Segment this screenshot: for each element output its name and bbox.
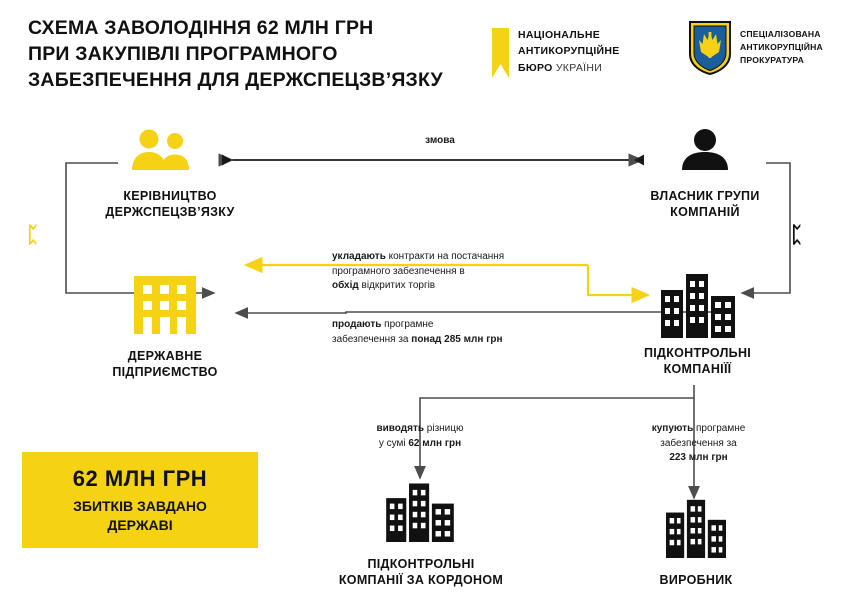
edge-contracts-line-1-bold: укладають — [332, 251, 386, 262]
node-foreign-companies-line-1: ПІДКОНТРОЛЬНІ — [367, 557, 475, 571]
edge-withdraw-line-2-bold: 62 млн грн — [408, 437, 462, 449]
sap-logo-line-1: СПЕЦІАЛІЗОВАНА — [740, 29, 821, 39]
loss-amount: 62 МЛН ГРН — [72, 466, 208, 492]
sap-logo-line-2: АНТИКОРУПЦІЙНА — [740, 41, 823, 52]
edge-contracts-line-1-rest: контракти на постачання — [385, 251, 505, 262]
edge-contracts-line-2: програмного забезпечення в — [332, 265, 465, 277]
node-manufacturer-line-1: ВИРОБНИК — [659, 573, 733, 587]
node-owner-line-1: ВЛАСНИК ГРУПИ — [650, 189, 760, 203]
nabu-logo-line-2: АНТИКОРУПЦІЙНЕ — [518, 45, 620, 58]
edge-collusion — [222, 155, 644, 166]
node-state-enterprise-line-2: ПІДПРИЄМСТВО — [112, 365, 218, 380]
edge-buy-line-1 — [616, 422, 781, 437]
edge-contracts-line-3-rest: відкритих торгів — [358, 280, 436, 291]
edge-sell-label — [332, 318, 582, 347]
trident-dark-icon: ᛈ — [790, 222, 804, 247]
edge-buy-label — [616, 422, 781, 466]
node-state-enterprise-line-1: ДЕРЖАВНЕ — [127, 349, 203, 363]
manufacturer-buildings-icon — [660, 498, 732, 558]
person-silhouette-icon — [660, 128, 750, 170]
sap-logo-line-3: ПРОКУРАТУРА — [740, 54, 805, 65]
nabu-logo-line-1: НАЦІОНАЛЬНЕ — [518, 29, 601, 41]
edge-withdraw-line-2 — [330, 437, 510, 452]
node-owner-line-2: КОМПАНІЙ — [670, 205, 740, 220]
edge-buy-line-1-rest: програмне — [693, 423, 746, 434]
edge-buy-line-3-bold: 223 млн грн — [669, 452, 728, 463]
nabu-logo-line-3-light: УКРАЇНИ — [555, 61, 603, 74]
edge-withdraw-label — [330, 422, 510, 451]
edge-buy-line-1-bold: купують — [651, 423, 694, 434]
foreign-buildings-icon — [380, 478, 460, 542]
node-controlled-companies-line-1: ПІДКОНТРОЛЬНІ — [643, 346, 752, 360]
page-title-line-1: СХЕМА ЗАВОЛОДІННЯ 62 МЛН ГРН — [28, 17, 374, 39]
edge-sell-line-2 — [332, 333, 582, 348]
buildings-icon — [655, 268, 741, 338]
node-foreign-companies-label — [318, 556, 524, 589]
trident-accent-icon: ᛈ — [26, 222, 40, 247]
edge-contracts-label — [332, 250, 582, 294]
edge-buy-line-2: забезпечення за — [660, 437, 737, 449]
node-controlled-companies-line-2: КОМПАНІЇЇ — [663, 362, 732, 377]
edge-withdraw-line-1 — [330, 422, 510, 437]
building-icon — [126, 272, 204, 334]
edge-sell-line-1-bold: продають — [332, 319, 382, 330]
edge-sell-line-2-rest: забезпечення за — [332, 333, 412, 345]
loss-subtitle-line-1: ЗБИТКІВ ЗАВДАНО — [73, 498, 207, 515]
page-title-line-2: ПРИ ЗАКУПІВЛІ ПРОГРАМНОГО — [28, 42, 338, 65]
node-owner-label — [600, 188, 810, 221]
node-management-line-2: ДЕРЖСПЕЦЗВ’ЯЗКУ — [105, 205, 235, 220]
edge-contracts-line-1 — [332, 250, 582, 265]
edge-collusion-text: змова — [425, 135, 455, 146]
node-management-line-1: КЕРІВНИЦТВО — [123, 189, 217, 203]
node-management-label — [60, 188, 280, 221]
edge-sell-line-1-rest: програмне — [381, 319, 434, 330]
loss-subtitle — [73, 497, 207, 533]
edge-owner-to-controlled — [742, 163, 790, 293]
edge-contracts-line-3 — [332, 279, 582, 294]
loss-subtitle-line-2: ДЕРЖАВІ — [107, 516, 173, 533]
two-people-icon — [120, 128, 210, 170]
node-manufacturer-label — [616, 572, 776, 588]
edge-withdraw-line-2-rest: у сумі — [378, 437, 409, 449]
page-title-line-3: ЗАБЕЗПЕЧЕННЯ ДЛЯ ДЕРЖСПЕЦЗВ’ЯЗКУ — [28, 68, 443, 91]
node-state-enterprise-label — [55, 348, 275, 381]
node-foreign-companies-line-2: КОМПАНІЇ ЗА КОРДОНОМ — [338, 573, 504, 588]
nabu-logo-line-3-bold: БЮРО — [518, 61, 553, 74]
edge-withdraw-line-1-bold: виводять — [376, 423, 425, 434]
node-controlled-companies-label — [590, 345, 805, 378]
edge-sell-line-1 — [332, 318, 582, 333]
edge-buy-line-3 — [616, 451, 781, 466]
edge-collusion-label — [385, 134, 495, 149]
edge-contracts-line-3-bold: обхід — [332, 280, 359, 291]
edge-sell-line-2-bold: понад 285 млн грн — [411, 333, 503, 345]
loss-summary-box — [22, 452, 258, 548]
edge-withdraw-line-1-rest: різницю — [424, 423, 464, 434]
